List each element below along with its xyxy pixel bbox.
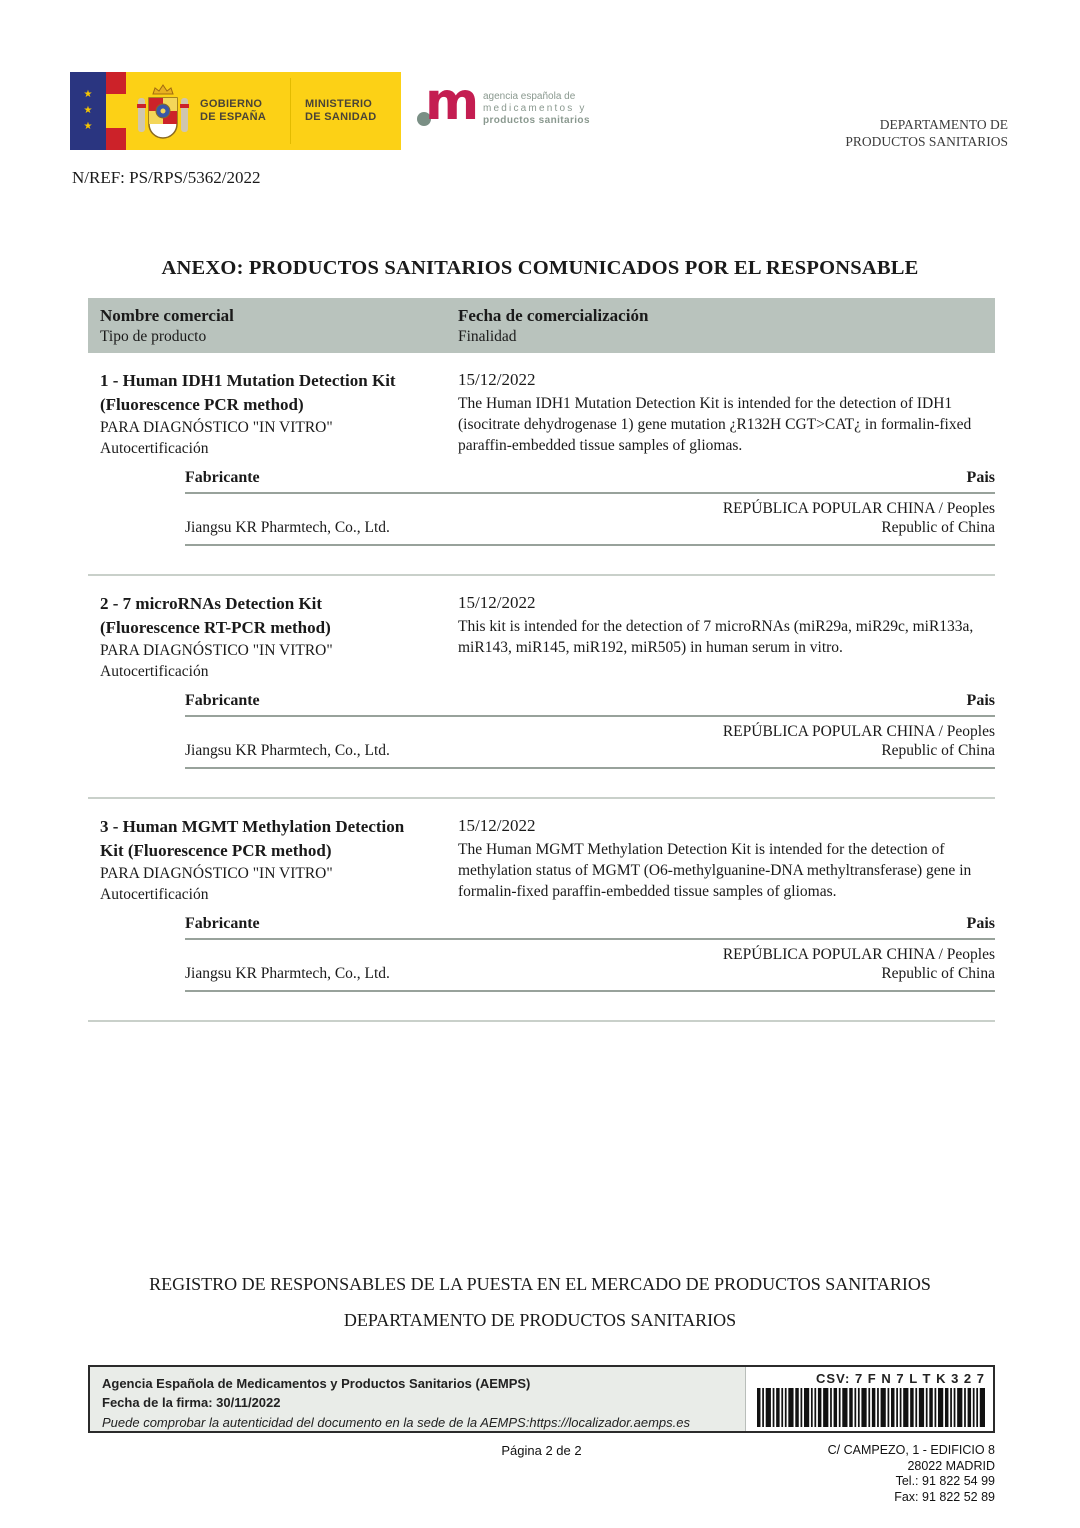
product-name: 2 - 7 microRNAs Detection Kit (Fluorescence RT-PCR method) <box>100 594 331 637</box>
spain-coat-of-arms <box>136 80 190 142</box>
manufacturer-label: Fabricante <box>185 469 260 486</box>
manufacturer-block <box>185 692 995 769</box>
aemps-m-icon: m <box>417 86 479 132</box>
star-icon: ★ <box>83 121 93 132</box>
product-name: 3 - Human MGMT Methylation Detection Kit (Fluorescence PCR method) <box>100 817 405 860</box>
product-certification: Autocertificación <box>100 886 209 903</box>
page-header <box>70 72 1008 150</box>
csv-code: CSV: 7 F N 7 L T K 3 2 7 <box>816 1371 985 1386</box>
col-tipo-de-producto: Tipo de producto <box>100 328 207 345</box>
page-number: Página 2 de 2 <box>501 1443 582 1458</box>
col-finalidad: Finalidad <box>458 328 517 345</box>
signature-date: Fecha de la firma: 30/11/2022 <box>102 1395 281 1410</box>
signature-box <box>88 1365 995 1433</box>
country-name: REPÚBLICA POPULAR CHINA / Peoples Republic of China <box>722 946 995 982</box>
manufacturer-name: Jiangsu KR Pharmtech, Co., Ltd. <box>185 965 390 982</box>
department-label: DEPARTAMENTO DE PRODUCTOS SANITARIOS <box>845 117 1008 149</box>
office-address: C/ CAMPEZO, 1 - EDIFICIO 8 28022 MADRID Tel.: 91 822 54 99 Fax: 91 822 52 89 <box>827 1443 995 1504</box>
product-certification: Autocertificación <box>100 663 209 680</box>
manufacturer-label: Fabricante <box>185 915 260 932</box>
document-title: ANEXO: PRODUCTOS SANITARIOS COMUNICADOS POR EL RESPONSABLE <box>161 257 919 279</box>
reference-number: N/REF: PS/RPS/5362/2022 <box>72 168 261 187</box>
products-table <box>88 298 995 1022</box>
ministry-plate <box>126 72 401 150</box>
commercialization-date: 15/12/2022 <box>458 816 536 835</box>
star-icon: ★ <box>83 89 93 100</box>
col-fecha-comercializacion: Fecha de comercialización <box>458 306 649 325</box>
agency-name: Agencia Española de Medicamentos y Productos Sanitarios (AEMPS) <box>102 1376 531 1391</box>
col-nombre-comercial: Nombre comercial <box>100 306 234 325</box>
ministerio-label: MINISTERIO DE SANIDAD <box>305 98 377 123</box>
country-name: REPÚBLICA POPULAR CHINA / Peoples Republic of China <box>722 500 995 536</box>
divider <box>290 78 291 144</box>
section-divider <box>88 574 995 576</box>
product-purpose: The Human IDH1 Mutation Detection Kit is intended for the detection of IDH1 (isocitrate dehydrogenase 1) gene mutation ¿R132H CGT>CAT¿ in formalin-fixed paraffin-embedded tissue samples of gliomas. <box>458 395 972 454</box>
manufacturer-block <box>185 915 995 992</box>
csv-panel <box>745 1367 993 1431</box>
product-purpose: This kit is intended for the detection of 7 microRNAs (miR29a, miR29c, miR133a, miR143, miR145, miR192, miR505) in human serum in vitro. <box>458 618 974 656</box>
aemps-logo <box>417 72 590 132</box>
manufacturer-name: Jiangsu KR Pharmtech, Co., Ltd. <box>185 742 390 759</box>
manufacturer-label: Fabricante <box>185 692 260 709</box>
product-entry-2 <box>88 592 995 799</box>
barcode <box>757 1388 985 1427</box>
manufacturer-block <box>185 469 995 546</box>
country-name: REPÚBLICA POPULAR CHINA / Peoples Republic of China <box>722 723 995 759</box>
country-label: Pais <box>966 692 995 709</box>
country-label: Pais <box>966 469 995 486</box>
product-entry-1 <box>88 369 995 576</box>
registro-line-2: DEPARTAMENTO DE PRODUCTOS SANITARIOS <box>343 1310 737 1330</box>
product-type: PARA DIAGNÓSTICO "IN VITRO" <box>100 642 333 659</box>
section-divider <box>88 797 995 799</box>
registro-statement <box>0 1266 1080 1338</box>
registro-line-1: REGISTRO DE RESPONSABLES DE LA PUESTA EN EL MERCADO DE PRODUCTOS SANITARIOS <box>149 1274 931 1294</box>
aemps-logo-text: agencia española de medicamentos y productos sanitarios <box>483 91 590 126</box>
product-name: 1 - Human IDH1 Mutation Detection Kit (Fluorescence PCR method) <box>100 371 396 414</box>
product-certification: Autocertificación <box>100 440 209 457</box>
star-icon: ★ <box>83 105 93 116</box>
section-divider <box>88 1020 995 1022</box>
spain-government-logo <box>70 72 401 150</box>
commercialization-date: 15/12/2022 <box>458 593 536 612</box>
manufacturer-name: Jiangsu KR Pharmtech, Co., Ltd. <box>185 519 390 536</box>
country-label: Pais <box>966 915 995 932</box>
product-purpose: The Human MGMT Methylation Detection Kit is intended for the detection of methylation status of MGMT (O6-methylguanine-DNA methyltransferase) gene in formalin-fixed paraffin-embedded tissue samples of gliomas. <box>458 841 972 900</box>
product-entry-3 <box>88 815 995 1022</box>
verification-note: Puede comprobar la autenticidad del documento en la sede de la AEMPS:https://localizador.aemps.es <box>102 1415 690 1430</box>
eu-flag-band <box>70 72 106 150</box>
commercialization-date: 15/12/2022 <box>458 370 536 389</box>
table-header-bar <box>88 298 995 353</box>
gobierno-label: GOBIERNO DE ESPAÑA <box>200 98 267 123</box>
spain-flag-band <box>106 72 126 150</box>
product-type: PARA DIAGNÓSTICO "IN VITRO" <box>100 419 333 436</box>
product-type: PARA DIAGNÓSTICO "IN VITRO" <box>100 865 333 882</box>
